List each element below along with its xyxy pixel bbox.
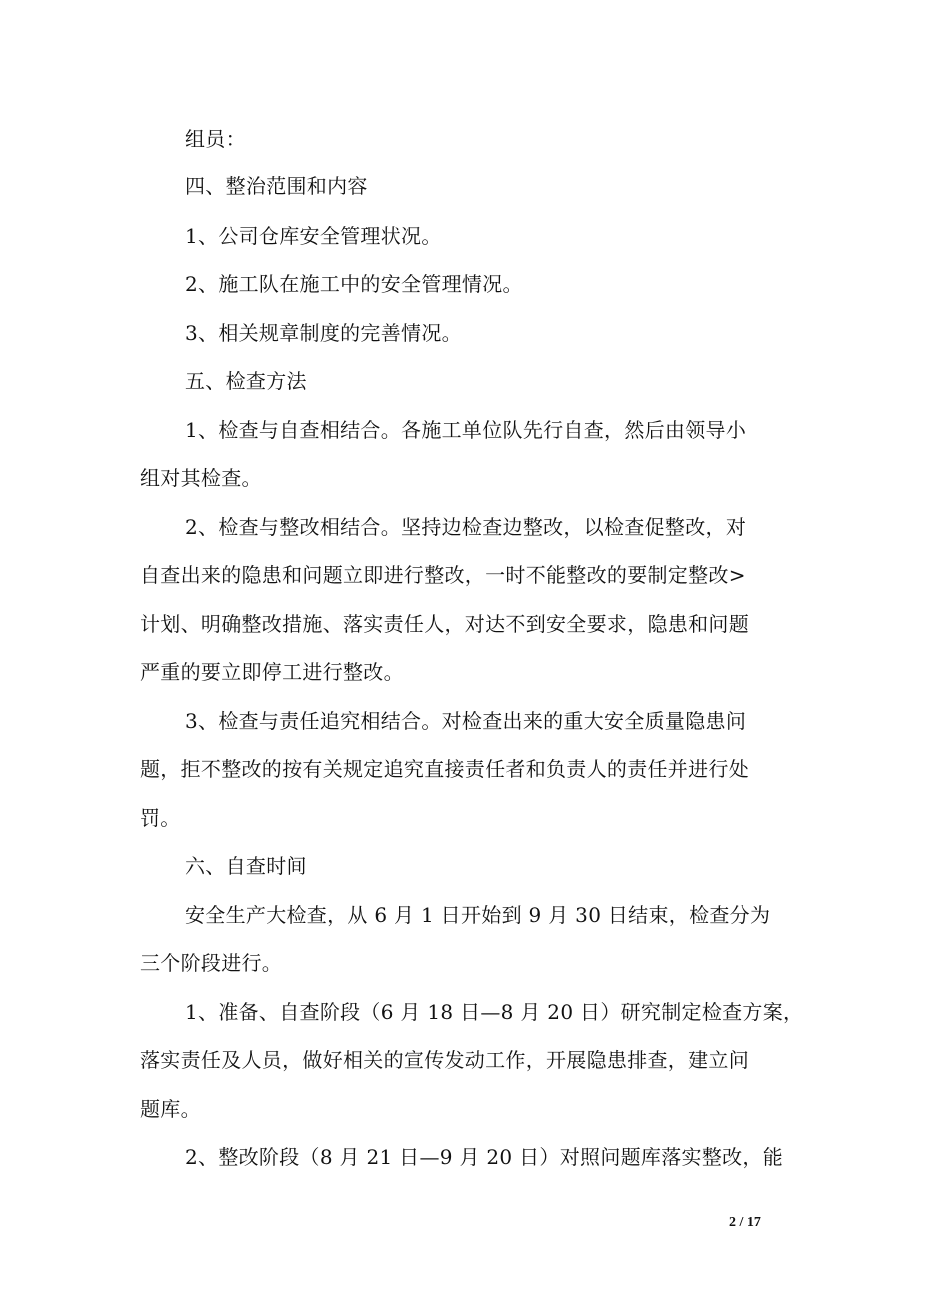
text-line: 1、准备、自查阶段（6 月 18 日—8 月 20 日）研究制定检查方案， <box>185 1000 804 1024</box>
text-line: 安全生产大检查，从 6 月 1 日开始到 9 月 30 日结束，检查分为 <box>185 903 771 927</box>
text-line: 自查出来的隐患和问题立即进行整改，一时不能整改的要制定整改> <box>140 563 746 587</box>
text-line: 罚。 <box>140 806 181 830</box>
text-line: 严重的要立即停工进行整改。 <box>140 660 404 684</box>
text-line: 3、相关规章制度的完善情况。 <box>185 321 462 345</box>
text-line: 组员： <box>185 127 246 151</box>
page-number: 2 / 17 <box>729 1215 761 1230</box>
text-line: 1、检查与自查相结合。各施工单位队先行自查，然后由领导小 <box>185 418 747 442</box>
text-line: 落实责任及人员，做好相关的宣传发动工作，开展隐患排查，建立问 <box>140 1048 749 1072</box>
section-heading: 六、自查时间 <box>185 854 307 878</box>
section-heading: 五、检查方法 <box>185 369 307 393</box>
text-line: 题库。 <box>140 1097 201 1121</box>
text-line: 2、整改阶段（8 月 21 日—9 月 20 日）对照问题库落实整改，能 <box>185 1145 784 1169</box>
text-line: 组对其检查。 <box>140 466 262 490</box>
text-line: 题，拒不整改的按有关规定追究直接责任者和负责人的责任并进行处 <box>140 757 749 781</box>
text-line: 1、公司仓库安全管理状况。 <box>185 224 442 248</box>
text-line: 三个阶段进行。 <box>140 951 283 975</box>
text-line: 3、检查与责任追究相结合。对检查出来的重大安全质量隐患问 <box>185 709 747 733</box>
text-line: 2、检查与整改相结合。坚持边检查边整改，以检查促整改，对 <box>185 515 747 539</box>
text-line: 计划、明确整改措施、落实责任人，对达不到安全要求，隐患和问题 <box>140 612 749 636</box>
section-heading: 四、整治范围和内容 <box>185 174 368 198</box>
text-line: 2、施工队在施工中的安全管理情况。 <box>185 272 523 296</box>
